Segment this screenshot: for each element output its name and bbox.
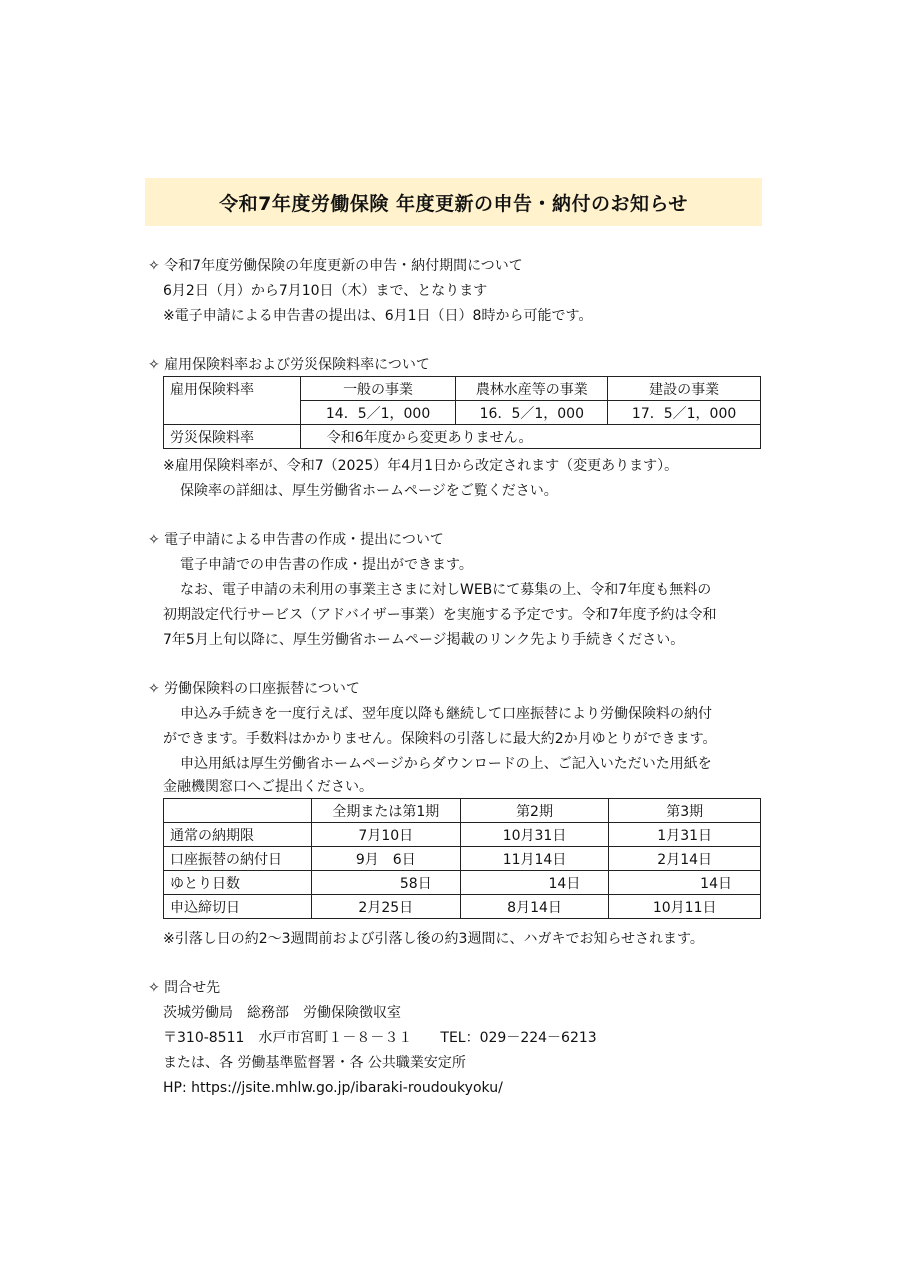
transfer-cell: 1月31日 <box>609 823 761 847</box>
rate-table-value: 16．5／1，000 <box>456 401 608 425</box>
rate-table-blank <box>164 401 301 425</box>
transfer-cell: 2月25日 <box>311 895 460 919</box>
transfer-cell: 8月14日 <box>460 895 609 919</box>
transfer-cell: 10月11日 <box>609 895 761 919</box>
rate-table-value: 17．5／1，000 <box>608 401 761 425</box>
contact-other-offices: または、各 労働基準監督署・各 公共職業安定所 <box>163 1055 466 1071</box>
contact-heading: ✧ 問合せ先 <box>148 980 221 996</box>
table-row <box>164 871 761 895</box>
transfer-row-label: 申込締切日 <box>164 895 312 919</box>
section4-line1: 申込み手続きを一度行えば、翌年度以降も継続して口座振替により労働保険料の納付 <box>180 706 712 722</box>
transfer-cell: 2月14日 <box>609 847 761 871</box>
section4-line4: 金融機関窓口へご提出ください。 <box>163 779 373 795</box>
table-row <box>164 823 761 847</box>
section1-heading: ✧ 令和7年度労働保険の年度更新の申告・納付期間について <box>148 258 523 274</box>
section1-note: ※電子申請による申告書の提出は、6月1日（日）8時から可能です。 <box>163 308 593 324</box>
section3-line2: なお、電子申請の未利用の事業主さまに対しWEBにて募集の上、令和7年度も無料の <box>180 582 712 598</box>
transfer-cell: 10月31日 <box>460 823 609 847</box>
contact-address: 〒310-8511 水戸市宮町１－８－３１ TEL：029－224－6213 <box>163 1030 597 1046</box>
section2-heading: ✧ 雇用保険料率および労災保険料率について <box>148 357 430 373</box>
transfer-table <box>163 798 761 919</box>
section2-note2: 保険率の詳細は、厚生労働省ホームページをご覧ください。 <box>180 483 558 499</box>
rate-table-rosai-value: 令和6年度から変更ありません。 <box>300 425 760 449</box>
transfer-row-label: 口座振替の納付日 <box>164 847 312 871</box>
transfer-cell: 14日 <box>460 871 609 895</box>
section1-period: 6月2日（月）から7月10日（木）まで、となります <box>163 283 488 299</box>
transfer-cell: 11月14日 <box>460 847 609 871</box>
section3-line3: 初期設定代行サービス（アドバイザー事業）を実施する予定です。令和7年度予約は令和 <box>163 607 717 623</box>
transfer-cell: 58日 <box>311 871 460 895</box>
section3-line4: 7年5月上旬以降に、厚生労働省ホームページ掲載のリンク先より手続きください。 <box>163 632 685 648</box>
page-title <box>145 178 762 226</box>
table-row <box>164 847 761 871</box>
contact-website-link[interactable]: HP: https://jsite.mhlw.go.jp/ibaraki-roudoukyoku/ <box>163 1080 503 1096</box>
section4-line3: 申込用紙は厚生労働省ホームページからダウンロードの上、ご記入いただいた用紙を <box>180 756 712 772</box>
transfer-cell: 9月 6日 <box>311 847 460 871</box>
section3-line1: 電子申請での申告書の作成・提出ができます。 <box>180 557 473 573</box>
rate-table-label-rosai: 労災保険料率 <box>164 425 301 449</box>
rate-table-header: 建設の事業 <box>608 377 761 401</box>
transfer-row-label: ゆとり日数 <box>164 871 312 895</box>
section4-line2: ができます。手数料はかかりません。保険料の引落しに最大約2か月ゆとりができます。 <box>163 731 717 747</box>
rate-table-value-row <box>164 401 761 425</box>
rate-table-label-koyo: 雇用保険料率 <box>164 377 301 401</box>
section2-note1: ※雇用保険料率が、令和7（2025）年4月1日から改定されます（変更あります）。 <box>163 458 679 474</box>
rate-table-header: 一般の事業 <box>300 377 456 401</box>
section4-note: ※引落し日の約2～3週間前および引落し後の約3週間に、ハガキでお知らせされます。 <box>163 931 704 947</box>
rate-table-header: 農林水産等の事業 <box>456 377 608 401</box>
transfer-table-header-blank <box>164 799 312 823</box>
rate-table-header-row <box>164 377 761 401</box>
table-row <box>164 895 761 919</box>
rate-table <box>163 376 761 449</box>
section4-heading: ✧ 労働保険料の口座振替について <box>148 681 360 697</box>
rate-table-value: 14．5／1，000 <box>300 401 456 425</box>
contact-office: 茨城労働局 総務部 労働保険徴収室 <box>163 1005 401 1021</box>
transfer-table-header: 第2期 <box>460 799 609 823</box>
transfer-table-header: 全期または第1期 <box>311 799 460 823</box>
section3-heading: ✧ 電子申請による申告書の作成・提出について <box>148 532 444 548</box>
transfer-table-header: 第3期 <box>609 799 761 823</box>
page-title-text: 令和7年度労働保険 年度更新の申告・納付のお知らせ <box>219 192 688 215</box>
transfer-row-label: 通常の納期限 <box>164 823 312 847</box>
transfer-table-header-row <box>164 799 761 823</box>
transfer-cell: 7月10日 <box>311 823 460 847</box>
rate-table-rosai-row <box>164 425 761 449</box>
transfer-cell: 14日 <box>609 871 761 895</box>
